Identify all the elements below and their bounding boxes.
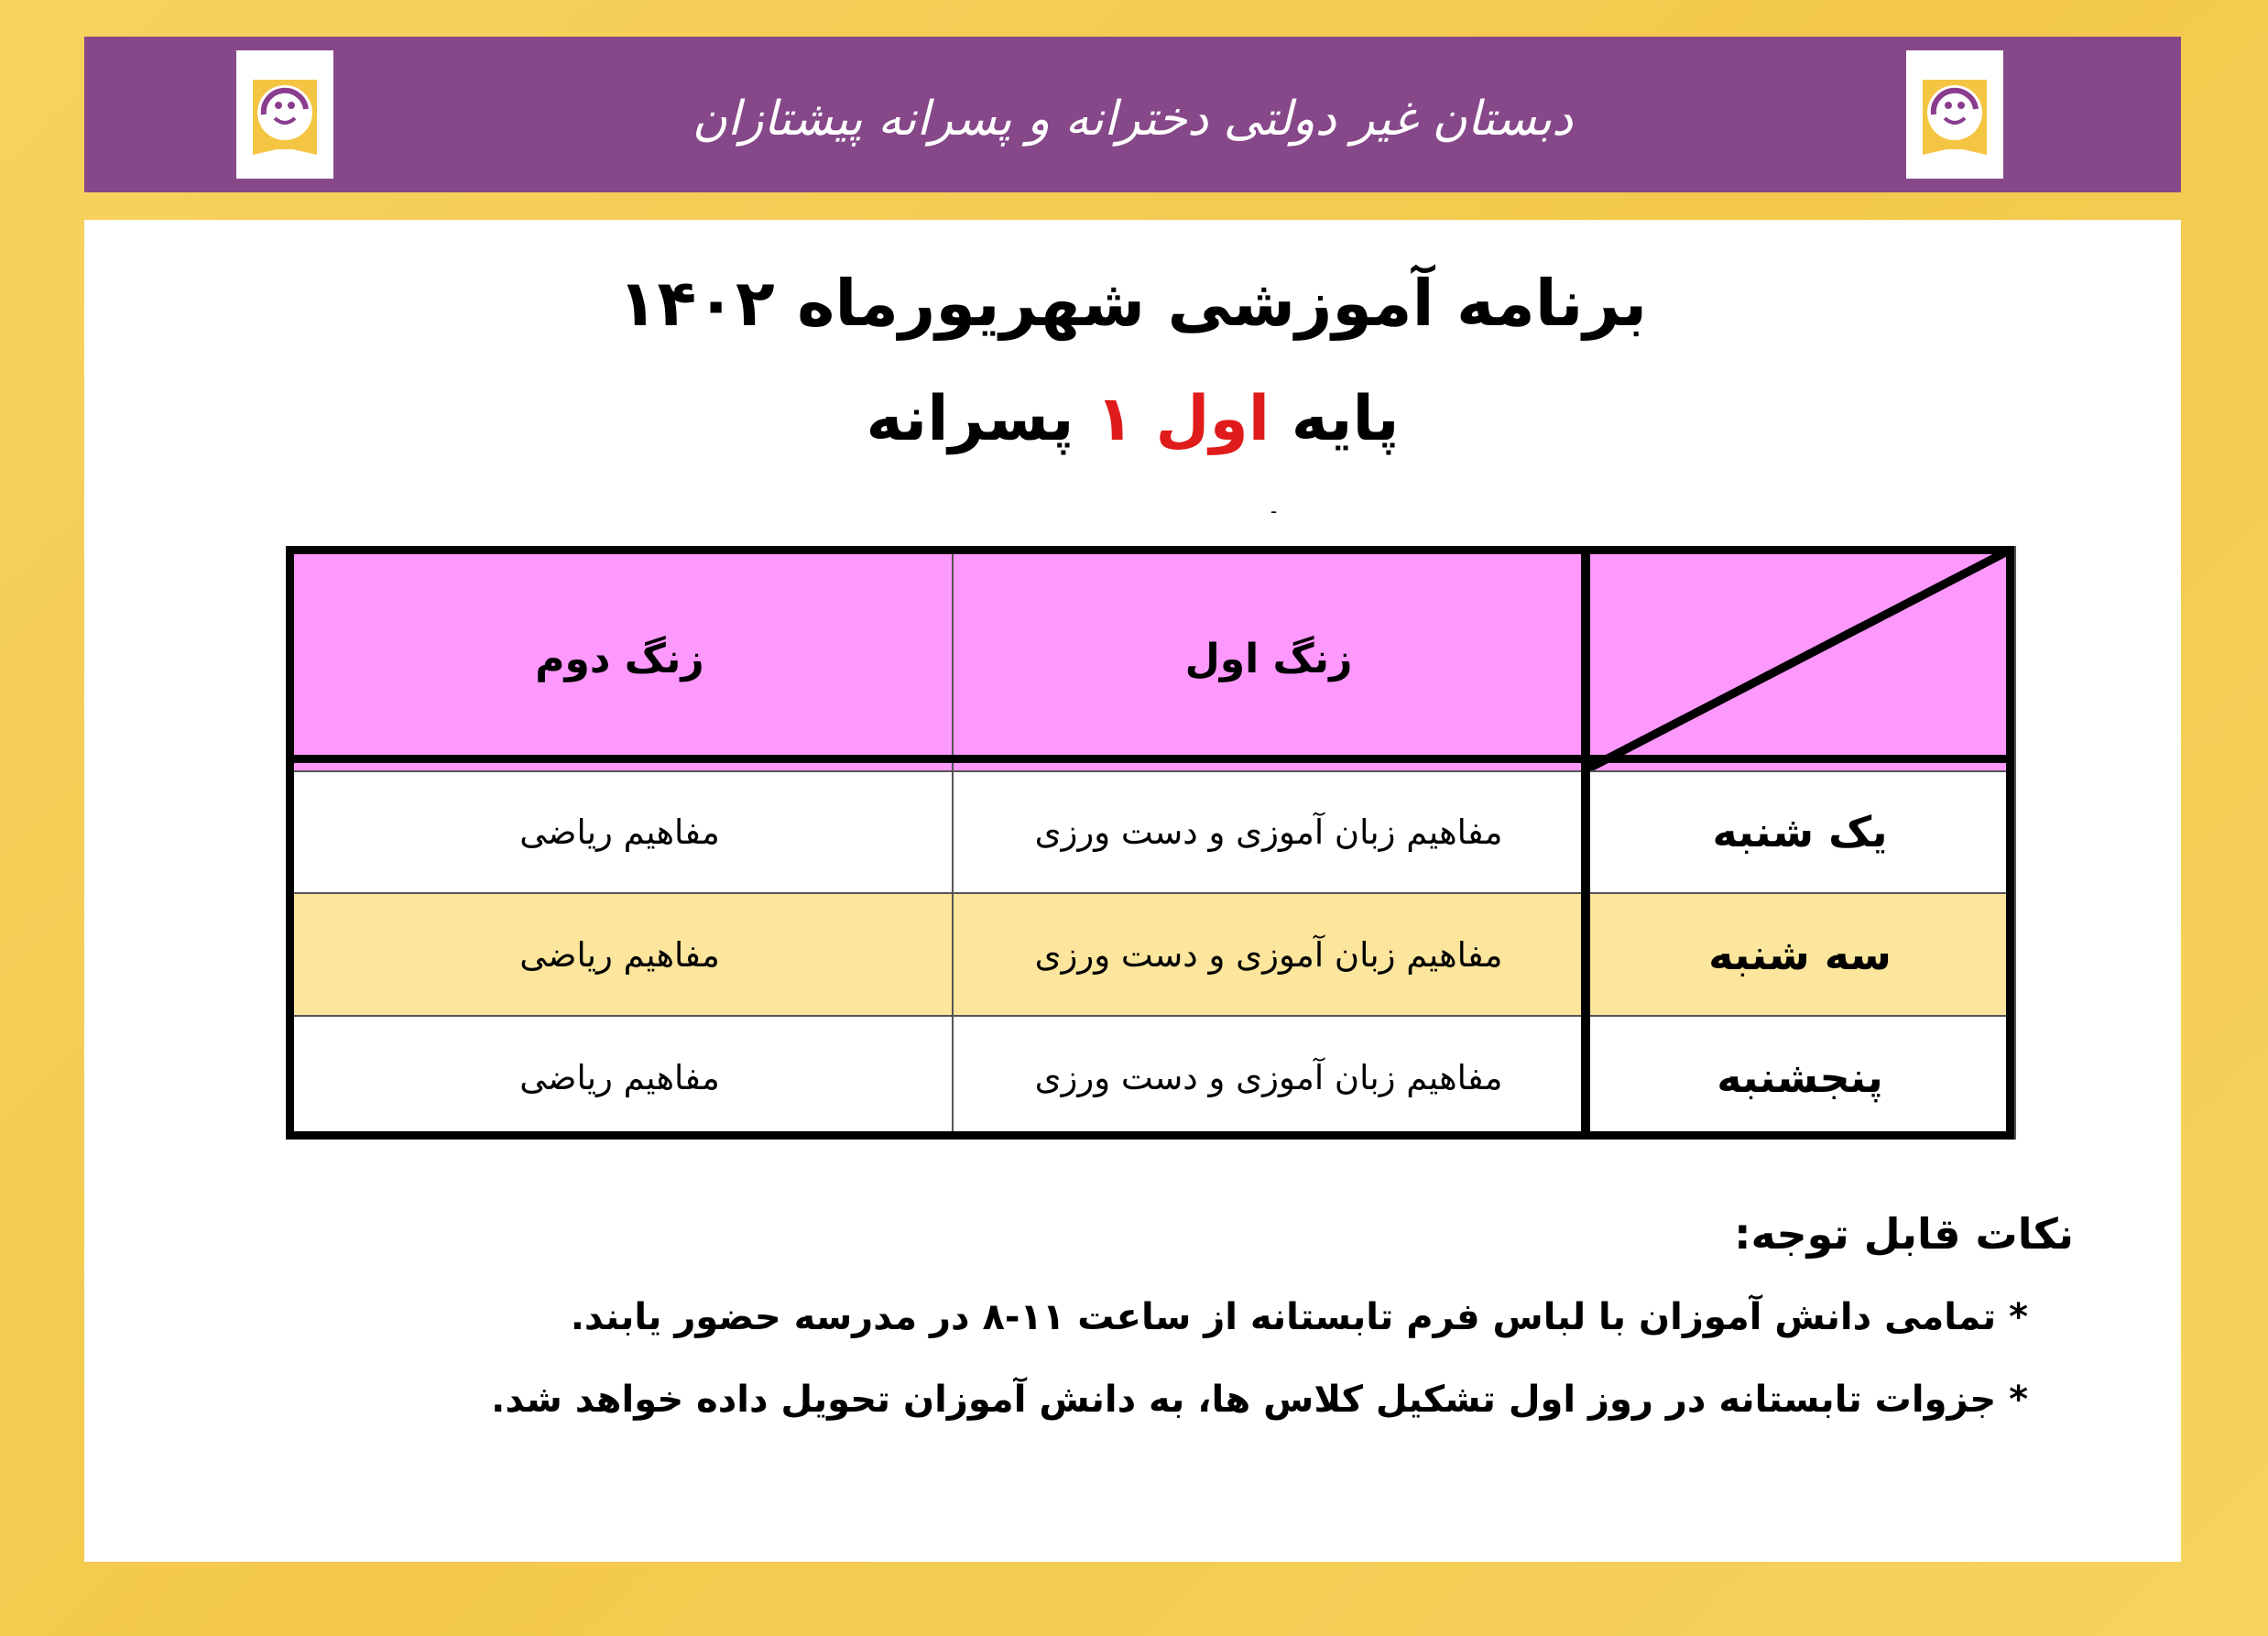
first-bell-cell: مفاهیم زبان آموزی و دست ورزی	[953, 1016, 1585, 1139]
subtitle-prefix: پایه	[1291, 383, 1400, 455]
header-banner	[84, 37, 2181, 192]
table-row	[287, 771, 2015, 894]
corner-cell	[1585, 547, 2015, 771]
second-bell-cell: مفاهیم ریاضی	[287, 1016, 953, 1139]
header-second-bell: زنگ دوم	[287, 547, 953, 771]
page-subtitle	[84, 383, 2181, 455]
table-header-row	[287, 547, 2015, 771]
day-cell: یک شنبه	[1585, 771, 2015, 894]
subtitle-highlight: اول	[1155, 383, 1270, 455]
first-bell-cell: مفاهیم زبان آموزی و دست ورزی	[953, 893, 1585, 1016]
schedule-table	[286, 546, 2016, 1140]
second-bell-cell: مفاهیم ریاضی	[287, 893, 953, 1016]
table-day-divider	[1581, 546, 1590, 1140]
table-header-divider	[286, 755, 2014, 763]
table-row	[287, 1016, 2015, 1139]
note-item: * جزوات تابستانه در روز اول تشکیل کلاس ها، به دانش آموزان تحویل داده خواهد شد.	[491, 1379, 2028, 1421]
table-row	[287, 893, 2015, 1016]
second-bell-cell: مفاهیم ریاضی	[287, 771, 953, 894]
school-logo-icon	[1906, 50, 2003, 179]
note-item: * تمامی دانش آموزان با لباس فرم تابستانه از ساعت ۱۱-۸ در مدرسه حضور یابند.	[570, 1296, 2028, 1338]
content-panel	[84, 220, 2181, 1562]
first-bell-cell: مفاهیم زبان آموزی و دست ورزی	[953, 771, 1585, 894]
day-cell: سه شنبه	[1585, 893, 2015, 1016]
diagonal-line-icon	[1586, 548, 2014, 770]
page-title: برنامه آموزشی شهریورماه ۱۴۰۲	[617, 266, 1648, 341]
header-first-bell: زنگ اول	[953, 547, 1585, 771]
school-name: دبستان غیر دولتی دخترانه و پسرانه پیشتازان	[692, 92, 1574, 147]
subtitle-number: ۱	[1096, 383, 1134, 455]
day-cell: پنجشنبه	[1585, 1016, 2015, 1139]
subtitle-suffix: پسرانه	[866, 383, 1074, 455]
notes-title: نکات قابل توجه:	[1734, 1209, 2074, 1259]
stray-mark: -	[1270, 500, 1278, 522]
